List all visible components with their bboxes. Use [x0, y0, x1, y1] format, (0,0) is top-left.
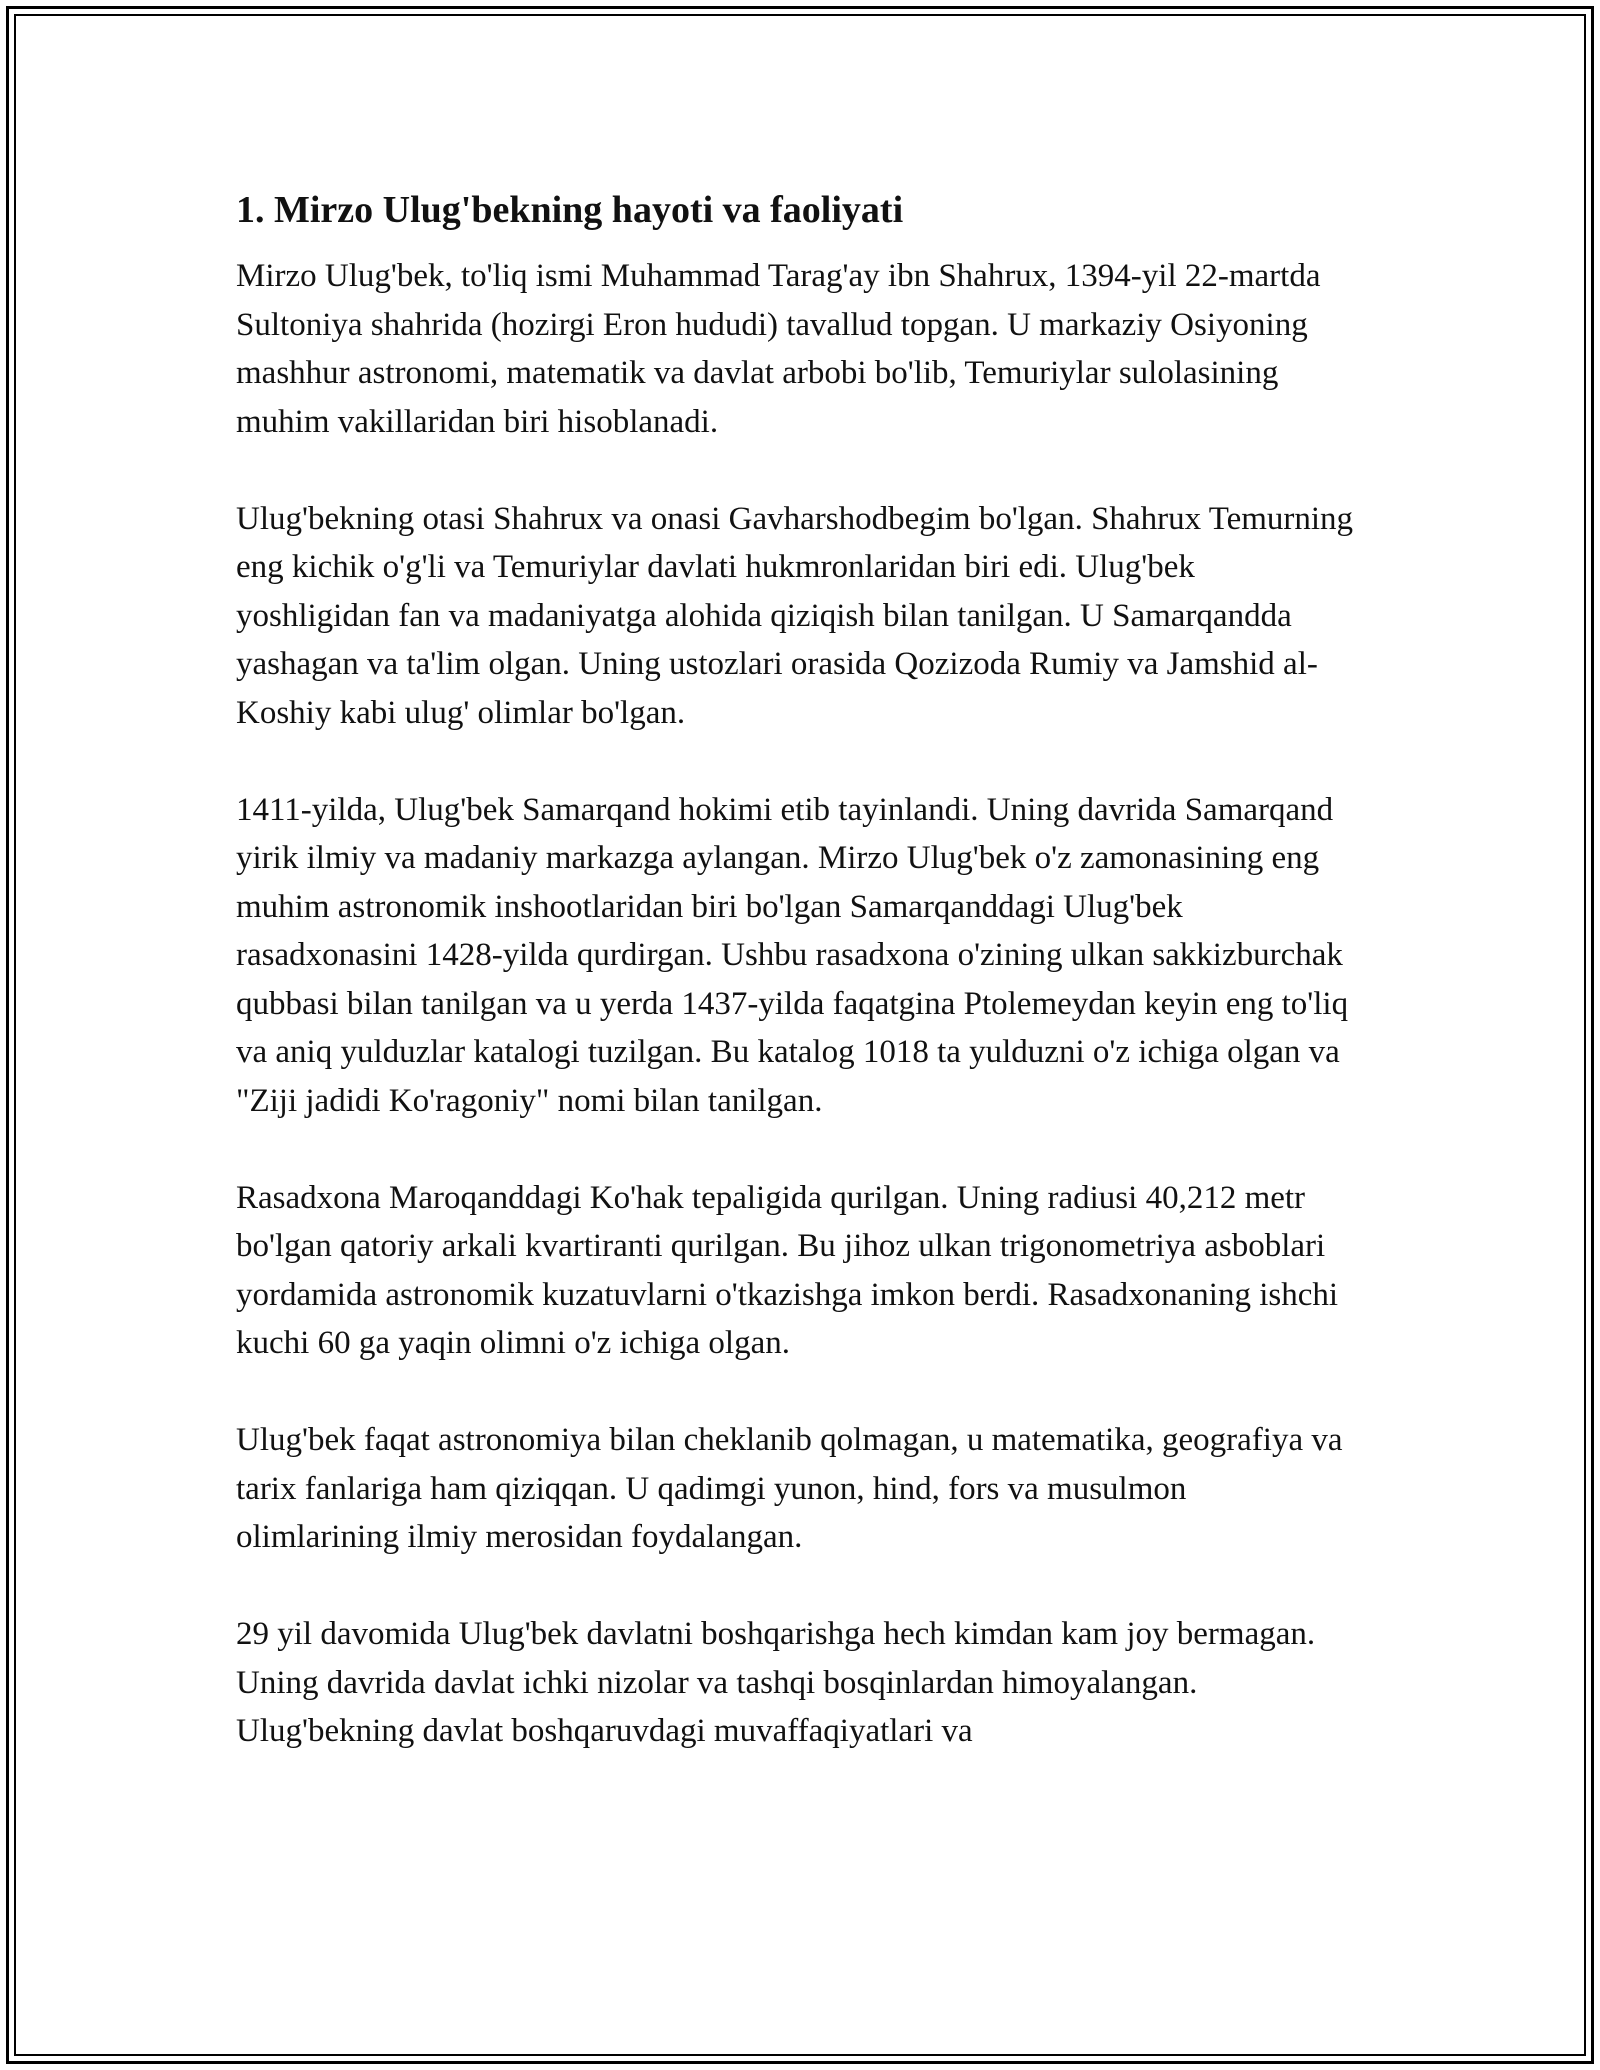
paragraph-governance: 29 yil davomida Ulug'bek davlatni boshqarishga hech kimdan kam joy bermagan. Uning davrida davlat ichki nizolar va tashqi bosqinlardan himoyalangan. Ulug'bekning davlat boshqaruvdagi muvaffaqiyatlari va — [236, 1616, 1316, 1749]
section-heading: 1. Mirzo Ulug'bekning hayoti va faoliyati — [236, 189, 904, 231]
paragraph-birth: Mirzo Ulug'bek, to'liq ismi Muhammad Tarag'ay ibn Shahrux, 1394-yil 22-martda Sultoniya shahrida (hozirgi Eron hududi) tavallud topgan. U markaziy Osiyoning mashhur astronomi, matematik va davlat arbobi bo'lib, Temuriylar sulolasining muhim vakillaridan biri hisoblanadi. — [236, 258, 1321, 440]
paragraph-family: Ulug'bekning otasi Shahrux va onasi Gavharshodbegim bo'lgan. Shahrux Temurning eng kichik o'g'li va Temuriylar davlati hukmronlaridan biri edi. Ulug'bek yoshligidan fan va madaniyatga alohida qiziqish bilan tanilgan. U Samarqandda yashagan va ta'lim olgan. Uning ustozlari orasida Qozizoda Rumiy va Jamshid al-Koshiy kabi ulug' olimlar bo'lgan. — [236, 500, 1354, 731]
paragraph-sciences: Ulug'bek faqat astronomiya bilan cheklanib qolmagan, u matematika, geografiya va tarix fanlariga ham qiziqqan. U qadimgi yunon, hind, fors va musulmon olimlarining ilmiy merosidan foydalangan. — [236, 1422, 1343, 1555]
paragraph-observatory: 1411-yilda, Ulug'bek Samarqand hokimi etib tayinlandi. Uning davrida Samarqand yirik ilmiy va madaniy markazga aylangan. Mirzo Ulug'bek o'z zamonasining eng muhim astronomik inshootlaridan biri bo'lgan Samarqanddagi Ulug'bek rasadxonasini 1428-yilda qurdirgan. Ushbu rasadxona o'zining ulkan sakkizburchak qubbasi bilan tanilgan va u yerda 1437-yilda faqatgina Ptolemeydan keyin eng to'liq va aniq yulduzlar katalogi tuzilgan. Bu katalog 1018 ta yulduzni o'z ichiga olgan va "Ziji jadidi Ko'ragoniy" nomi bilan tanilgan. — [236, 791, 1349, 1119]
paragraph-quadrant: Rasadxona Maroqanddagi Ko'hak tepaligida qurilgan. Uning radiusi 40,212 metr bo'lgan qatoriy arkali kvartiranti qurilgan. Bu jihoz ulkan trigonometriya asboblari yordamida astronomik kuzatuvlarni o'tkazishga imkon berdi. Rasadxonaning ishchi kuchi 60 ga yaqin olimni o'z ichiga olgan. — [236, 1179, 1339, 1361]
document-body — [236, 186, 1356, 1804]
